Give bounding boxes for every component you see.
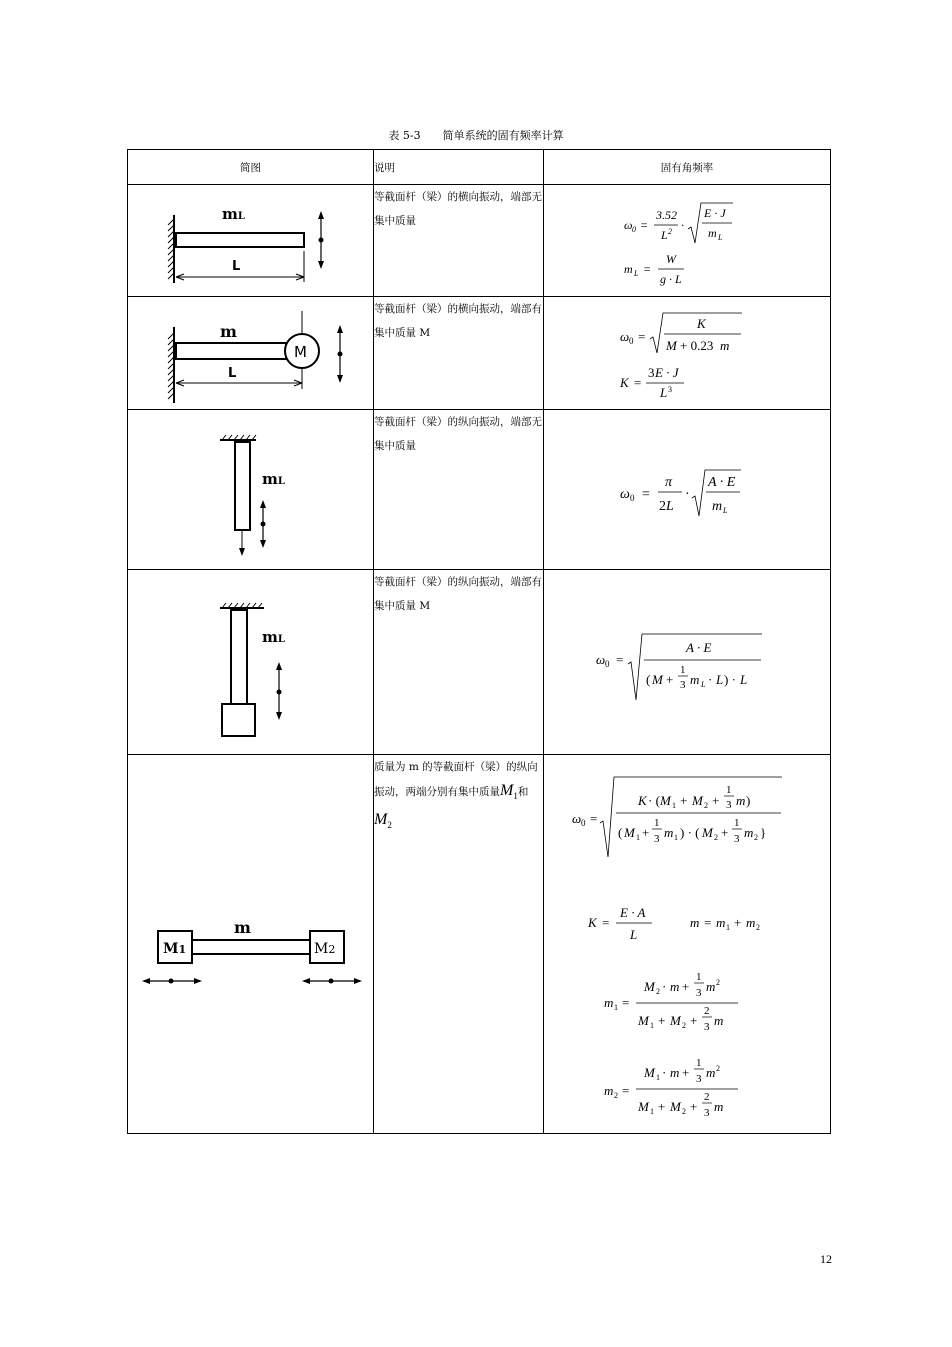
svg-text:0: 0 (605, 659, 610, 669)
table-header-row (128, 150, 831, 185)
table-title: 简单系统的固有频率计算 (442, 129, 564, 142)
svg-text:1: 1 (672, 801, 676, 810)
svg-text:·: · (662, 1065, 667, 1080)
svg-text:M: M (660, 793, 671, 808)
svg-text:1: 1 (674, 833, 678, 842)
svg-text:·: · (681, 218, 684, 232)
svg-text:M: M (638, 1099, 649, 1114)
svg-text:A · E: A · E (708, 475, 736, 490)
svg-text:K: K (697, 316, 706, 331)
svg-text:ω: ω (624, 218, 633, 232)
svg-text:·: · (685, 487, 690, 502)
svg-text:=: = (590, 811, 598, 826)
svg-text:+: + (690, 1013, 698, 1028)
formula-cell (544, 410, 831, 570)
svg-text:+: + (666, 672, 674, 687)
svg-text:·: · (708, 672, 713, 687)
svg-text:K: K (638, 793, 647, 808)
svg-text:M: M (670, 1013, 681, 1028)
svg-text:L: L (723, 506, 728, 515)
svg-text:ω: ω (596, 652, 606, 667)
mass-label: mL (222, 205, 245, 223)
svg-text:0: 0 (581, 818, 586, 828)
table-row (128, 297, 831, 410)
svg-text:=: = (616, 652, 624, 667)
svg-text:L: L (661, 228, 668, 242)
svg-text:=: = (622, 1083, 630, 1098)
formula-cell (544, 185, 831, 297)
svg-text:3: 3 (696, 1073, 702, 1085)
svg-text:m: m (714, 1099, 724, 1114)
svg-text:m: m (708, 226, 717, 240)
table-row (128, 410, 831, 570)
svg-text:m: m (690, 915, 700, 930)
formula-row-1 (544, 185, 831, 295)
svg-text:π: π (665, 475, 673, 490)
two-mass-rod-diagram (128, 755, 374, 1132)
table-number: 表 5-3 (388, 129, 421, 142)
svg-text:=: = (704, 915, 712, 930)
svg-text:1: 1 (614, 1003, 618, 1012)
svg-text:2: 2 (682, 1107, 686, 1116)
svg-text:L: L (660, 385, 668, 400)
formula-row-5 (544, 755, 831, 1132)
longitudinal-rod-end-mass-diagram (128, 570, 374, 753)
diagram-cell (128, 410, 374, 570)
row-description: 等截面杆（梁）的横向振动，端部有集中质量 M (374, 297, 544, 410)
svg-text:) ·: ) · (724, 672, 736, 687)
right-mass-label: M2 (314, 941, 336, 957)
svg-text:=: = (642, 487, 650, 502)
svg-text:m: m (712, 499, 723, 514)
svg-text:E · A: E · A (620, 905, 646, 920)
svg-text:L: L (701, 680, 706, 689)
page-number: 12 (820, 1252, 832, 1266)
svg-text:M: M (702, 825, 713, 840)
svg-text:1: 1 (654, 817, 660, 829)
diagram-cell (128, 185, 374, 297)
svg-text:m: m (706, 979, 716, 994)
svg-text:m: m (604, 995, 614, 1010)
svg-text:+: + (682, 979, 690, 994)
svg-text:m: m (714, 1013, 724, 1028)
svg-text:1: 1 (726, 784, 732, 796)
svg-text:2: 2 (668, 227, 672, 236)
svg-text:m: m (664, 825, 674, 840)
svg-text:+: + (642, 825, 650, 840)
svg-text:2: 2 (756, 923, 760, 932)
header-description: 说明 (374, 150, 544, 185)
mass-label: m (234, 918, 251, 937)
svg-text:L: L (634, 269, 639, 278)
table-row (128, 570, 831, 755)
cantilever-beam-diagram (128, 185, 374, 295)
svg-text:ω: ω (620, 487, 630, 502)
row-description: 等截面杆（梁）的纵向振动，端部有集中质量 M (374, 570, 544, 755)
svg-text:ω: ω (620, 329, 630, 344)
svg-text:M: M (624, 825, 635, 840)
svg-text:+: + (680, 793, 688, 808)
cantilever-end-mass-diagram (128, 297, 374, 408)
formula-row-3 (544, 410, 831, 568)
svg-text:M: M (652, 672, 663, 687)
svg-text:1: 1 (680, 664, 686, 676)
svg-text:1: 1 (726, 923, 730, 932)
svg-text:M: M (638, 1013, 649, 1028)
svg-text:=: = (643, 262, 652, 276)
svg-text:M: M (644, 979, 655, 994)
diagram-cell (128, 755, 374, 1134)
svg-text:2: 2 (704, 1005, 710, 1017)
svg-text:m: m (690, 672, 700, 687)
table-row (128, 755, 831, 1134)
row-description: 等截面杆（梁）的横向振动，端部无集中质量 (374, 185, 544, 297)
svg-text:3: 3 (654, 833, 660, 845)
row-description (374, 755, 544, 1134)
svg-text:2: 2 (754, 833, 758, 842)
formula-cell (544, 570, 831, 755)
mass-label: mL (262, 470, 285, 488)
m1-symbol: $M_1$ (500, 782, 518, 802)
svg-text:E · J: E · J (704, 206, 726, 220)
svg-text:3: 3 (726, 799, 732, 811)
svg-text:m: m (604, 1083, 614, 1098)
svg-text:2: 2 (716, 978, 720, 987)
svg-text:3: 3 (668, 385, 672, 394)
svg-text:K: K (588, 915, 597, 930)
svg-text:=: = (622, 995, 630, 1010)
svg-text:+: + (682, 1065, 690, 1080)
m2-symbol: $M_2$ (374, 811, 392, 831)
length-label: L (228, 366, 237, 381)
frequency-table (127, 149, 831, 1134)
svg-text:0: 0 (629, 336, 634, 346)
svg-text:1: 1 (696, 971, 702, 983)
table-row (128, 185, 831, 297)
svg-text:M: M (666, 338, 677, 353)
svg-text:L: L (666, 499, 674, 514)
svg-text:L: L (630, 927, 638, 942)
svg-text:m: m (624, 262, 633, 276)
svg-text:3: 3 (704, 1021, 710, 1033)
svg-text:3: 3 (734, 833, 740, 845)
svg-text:·: · (662, 979, 667, 994)
svg-text:K: K (620, 375, 629, 390)
svg-text:ω: ω (572, 811, 582, 826)
svg-text:0: 0 (630, 493, 635, 503)
svg-text:2: 2 (656, 987, 660, 996)
svg-text:+: + (721, 825, 729, 840)
svg-text:): ) (746, 793, 751, 808)
longitudinal-rod-diagram (128, 410, 374, 568)
svg-text:=: = (602, 915, 610, 930)
left-mass-label: M1 (163, 941, 187, 957)
diagram-cell (128, 297, 374, 410)
svg-text:m: m (716, 915, 726, 930)
svg-text:3: 3 (680, 679, 686, 691)
svg-text:+: + (712, 793, 720, 808)
svg-text:=: = (640, 218, 649, 232)
svg-text:2: 2 (704, 801, 708, 810)
svg-text:1: 1 (734, 817, 740, 829)
svg-text:W: W (666, 252, 676, 266)
svg-text:+: + (658, 1099, 666, 1114)
svg-text:E · J: E · J (655, 365, 679, 380)
svg-text:m: m (670, 979, 680, 994)
svg-text:(: ( (646, 672, 651, 687)
svg-text:3.52: 3.52 (656, 208, 677, 222)
svg-text:m: m (706, 1065, 716, 1080)
end-mass-label: M (294, 343, 307, 361)
svg-text:2: 2 (659, 499, 666, 514)
svg-text:=: = (634, 375, 642, 390)
svg-text:1: 1 (650, 1107, 654, 1116)
svg-text:3: 3 (704, 1107, 710, 1119)
svg-text:m: m (736, 793, 746, 808)
svg-text:+: + (734, 915, 742, 930)
mass-label: m (220, 322, 237, 341)
svg-text:1: 1 (696, 1057, 702, 1069)
svg-text:+: + (690, 1099, 698, 1114)
description-text: 质量为 m 的等截面杆（梁）的纵向振动，两端分别有集中质量 (374, 761, 538, 798)
svg-text:}: } (760, 825, 767, 840)
svg-text:L: L (740, 672, 748, 687)
svg-text:1: 1 (656, 1073, 660, 1082)
svg-text:m: m (670, 1065, 680, 1080)
svg-text:(: ( (618, 825, 623, 840)
svg-text:3: 3 (696, 987, 702, 999)
svg-text:0: 0 (632, 225, 636, 234)
svg-text:L: L (718, 233, 723, 242)
svg-text:2: 2 (716, 1064, 720, 1073)
description-and: 和 (517, 786, 529, 798)
row-description: 等截面杆（梁）的纵向振动，端部无集中质量 (374, 410, 544, 570)
svg-text:A · E: A · E (686, 640, 712, 655)
diagram-cell (128, 570, 374, 755)
svg-text:M: M (670, 1099, 681, 1114)
header-frequency: 固有角频率 (544, 150, 831, 185)
svg-text:M: M (692, 793, 703, 808)
svg-text:3: 3 (648, 365, 655, 380)
svg-text:+ 0.23: + 0.23 (680, 338, 714, 353)
svg-text:1: 1 (650, 1021, 654, 1030)
svg-text:+: + (658, 1013, 666, 1028)
svg-text:m: m (720, 338, 730, 353)
svg-text:m: m (746, 915, 756, 930)
svg-text:L: L (716, 672, 724, 687)
formula-row-4 (544, 570, 831, 753)
length-label: L (232, 259, 241, 274)
mass-label: mL (262, 628, 285, 646)
svg-text:2: 2 (682, 1021, 686, 1030)
svg-text:) · (: ) · ( (680, 825, 700, 840)
svg-text:1: 1 (636, 833, 640, 842)
table-caption (0, 127, 952, 143)
svg-text:=: = (638, 329, 646, 344)
header-diagram: 简图 (128, 150, 374, 185)
svg-text:M: M (644, 1065, 655, 1080)
svg-text:g · L: g · L (660, 272, 682, 286)
formula-cell (544, 297, 831, 410)
svg-text:2: 2 (614, 1091, 618, 1100)
svg-text:· (: · ( (648, 793, 660, 808)
svg-text:m: m (744, 825, 754, 840)
svg-text:2: 2 (714, 833, 718, 842)
formula-row-2 (544, 297, 831, 408)
formula-cell (544, 755, 831, 1134)
svg-text:2: 2 (704, 1091, 710, 1103)
